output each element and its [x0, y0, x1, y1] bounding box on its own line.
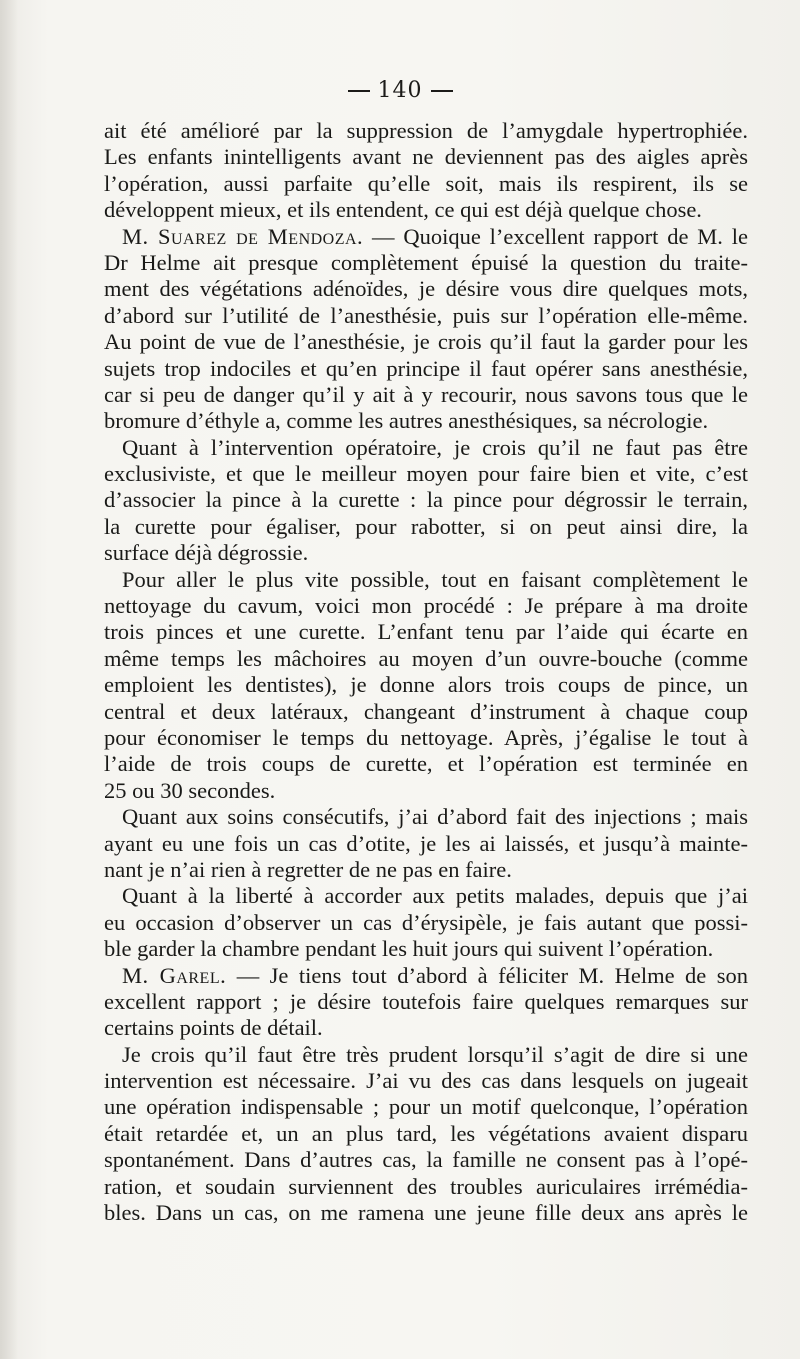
text-line: bromure d’éthyle a, comme les autres anesthésiques, sa nécrologie.	[104, 408, 709, 434]
text-line: Pour aller le plus vite possible, tout en faisant complètement le	[122, 566, 748, 592]
text-line: d’abord sur l’utilité de l’anesthésie, puis sur l’opération elle-même.	[104, 302, 748, 328]
dash-left	[348, 90, 370, 92]
text-line: Les enfants inintelligents avant ne deviennent pas des aigles après	[104, 144, 748, 170]
text-line: M. Suarez de Mendoza. — Quoique l’excellent rapport de M. le	[122, 223, 748, 249]
text-line: Quant à l’intervention opératoire, je crois qu’il ne faut pas être	[122, 434, 748, 460]
text-line: ble garder la chambre pendant les huit jours qui suivent l’opération.	[104, 936, 714, 962]
text-line: spontanément. Dans d’autres cas, la famille ne consent pas à l’opé-	[104, 1147, 748, 1173]
text-line: car si peu de danger qu’il y ait à y recourir, nous savons tous que le	[104, 381, 748, 407]
text-line: Quant aux soins consécutifs, j’ai d’abord fait des injections ; mais	[122, 804, 748, 830]
page-number-value: 140	[377, 78, 423, 103]
page-number	[0, 78, 800, 103]
text-line: sujets trop indociles et qu’en principe il faut opérer sans anesthésie,	[104, 355, 748, 381]
body-text	[104, 118, 748, 1226]
text-line: Quant à la liberté à accorder aux petits malades, depuis que j’ai	[122, 883, 748, 909]
text-line: ait été amélioré par la suppression de l’amygdale hypertrophiée.	[104, 118, 748, 143]
text-line: Au point de vue de l’anesthésie, je crois qu’il faut la garder pour les	[104, 329, 748, 355]
text-line: nant je n’ai rien à regretter de ne pas en faire.	[104, 856, 512, 882]
text-line: ration, et soudain surviennent des troubles auriculaires irrémédia-	[104, 1173, 748, 1199]
text-line: Dr Helme ait presque complètement épuisé la question du traite-	[104, 249, 748, 275]
text-line: pour économiser le temps du nettoyage. Après, j’égalise le tout à	[104, 724, 748, 750]
text-line: même temps les mâchoires au moyen d’un ouvre-bouche (comme	[104, 645, 748, 671]
text-line: développent mieux, et ils entendent, ce qui est déjà quelque chose.	[104, 197, 702, 223]
text-line: était retardée et, un an plus tard, les végétations avaient disparu	[104, 1120, 748, 1146]
page-gutter-shadow	[0, 0, 18, 1359]
text-line: ment des végétations adénoïdes, je désire vous dire quelques mots,	[104, 276, 748, 302]
text-line: excellent rapport ; je désire toutefois faire quelques remarques sur	[104, 988, 748, 1014]
text-line: central et deux latéraux, changeant d’instrument à chaque coup	[104, 698, 748, 724]
text-line: l’aide de trois coups de curette, et l’opération est terminée en	[104, 751, 748, 777]
text-line: la curette pour égaliser, pour rabotter, si on peut ainsi dire, la	[104, 513, 748, 539]
text-line: ayant eu une fois un cas d’otite, je les ai laissés, et jusqu’à mainte-	[104, 830, 748, 856]
text-line: intervention est nécessaire. J’ai vu des cas dans lesquels on jugeait	[104, 1068, 748, 1094]
text-line: M. Garel. — Je tiens tout d’abord à féliciter M. Helme de son	[122, 962, 748, 988]
text-line: une opération indispensable ; pour un motif quelconque, l’opération	[104, 1094, 748, 1120]
text-line: surface déjà dégrossie.	[104, 540, 309, 566]
text-line: certains points de détail.	[104, 1015, 323, 1041]
text-line: exclusiviste, et que le meilleur moyen pour faire bien et vite, c’est	[104, 461, 748, 487]
speaker-name: M. Garel.	[122, 962, 227, 988]
text-line: emploient les dentistes), je donne alors trois coups de pince, un	[104, 672, 748, 698]
text-line: trois pinces et une curette. L’enfant tenu par l’aide qui écarte en	[104, 619, 748, 645]
text-line: l’opération, aussi parfaite qu’elle soit, mais ils respirent, ils se	[104, 170, 748, 196]
text-line: bles. Dans un cas, on me ramena une jeune fille deux ans après le	[104, 1200, 748, 1226]
text-line: Je crois qu’il faut être très prudent lorsqu’il s’agit de dire si une	[122, 1041, 748, 1067]
dash-right	[431, 90, 453, 92]
text-line: 25 ou 30 secondes.	[104, 777, 276, 803]
text-line: nettoyage du cavum, voici mon procédé : Je prépare à ma droite	[104, 593, 748, 619]
text-line: d’associer la pince à la curette : la pince pour dégrossir le terrain,	[104, 487, 748, 513]
speaker-name: M. Suarez de Mendoza.	[122, 223, 364, 249]
text-line: eu occasion d’observer un cas d’érysipèle, je fais autant que possi-	[104, 909, 748, 935]
